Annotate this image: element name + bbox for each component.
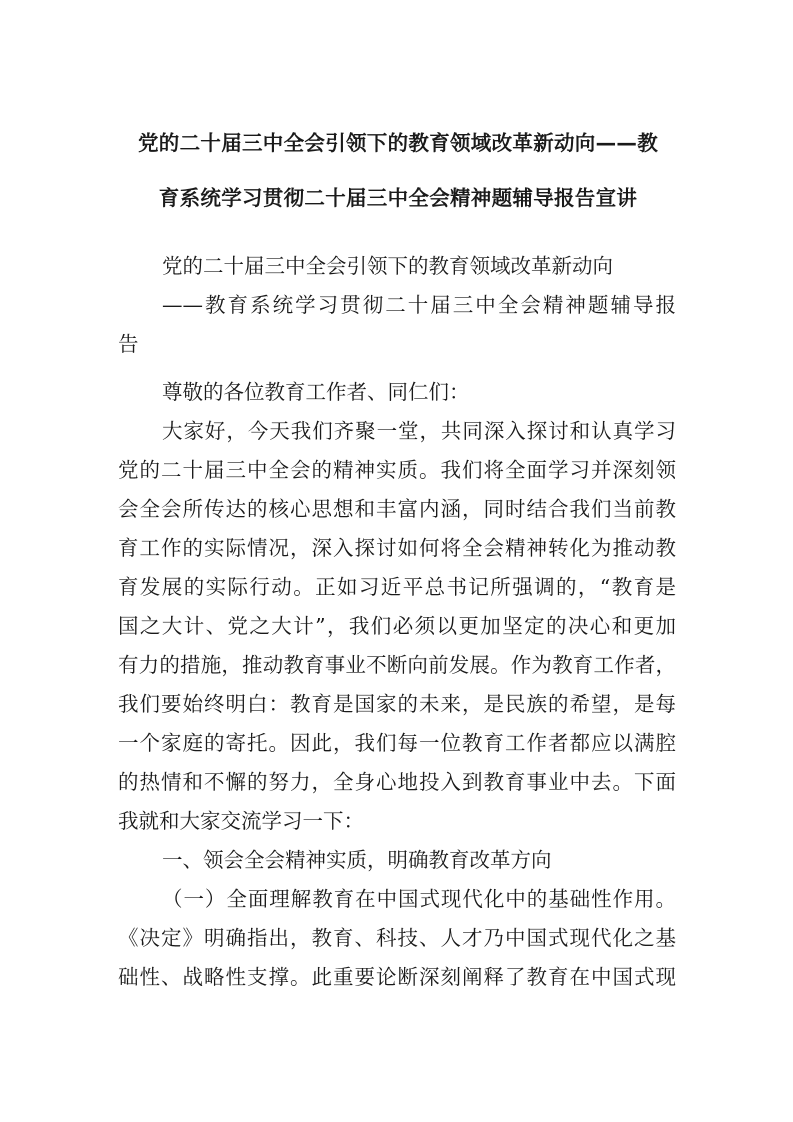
salutation: 尊敬的各位教育工作者、同仁们： [162, 380, 470, 404]
subtitle-line-1: 党的二十届三中全会引领下的教育领域改革新动向 [162, 254, 613, 278]
document-title-line-1: 党的二十届三中全会引领下的教育领域改革新动向——教 [138, 131, 658, 155]
document-body [118, 247, 676, 997]
subtitle-line-3: 告 [118, 332, 139, 356]
section-heading: 一、领会全会精神实质，明确教育改革方向 [162, 848, 552, 872]
paragraph-line: 一个家庭的寄托。因此，我们每一位教育工作者都应以满腔 [118, 731, 676, 755]
paragraph-line: 党的二十届三中全会的精神实质。我们将全面学习并深刻领 [118, 458, 676, 482]
subsection-heading: （一）全面理解教育在中国式现代化中的基础性作用。 [162, 887, 676, 911]
subtitle-line-2: ——教育系统学习贯彻二十届三中全会精神题辅导报 [162, 293, 676, 317]
paragraph-line: 我们要始终明白：教育是国家的未来，是民族的希望，是每 [118, 692, 676, 716]
paragraph-line: 有力的措施，推动教育事业不断向前发展。作为教育工作者， [118, 653, 676, 677]
paragraph-line: 会全会所传达的核心思想和丰富内涵，同时结合我们当前教 [118, 497, 676, 521]
paragraph-line: 国之大计、党之大计”，我们必须以更加坚定的决心和更加 [118, 614, 676, 638]
paragraph-line: 大家好，今天我们齐聚一堂，共同深入探讨和认真学习 [162, 419, 676, 443]
paragraph-line: 的热情和不懈的努力，全身心地投入到教育事业中去。下面 [118, 770, 676, 794]
paragraph-line: 育工作的实际情况，深入探讨如何将全会精神转化为推动教 [118, 536, 676, 560]
paragraph-line: 《决定》明确指出，教育、科技、人才乃中国式现代化之基 [118, 926, 676, 950]
document-title-line-2: 育系统学习贯彻二十届三中全会精神题辅导报告宣讲 [158, 186, 638, 210]
paragraph-line: 育发展的实际行动。正如习近平总书记所强调的，“教育是 [118, 575, 676, 599]
paragraph-line: 础性、战略性支撑。此重要论断深刻阐释了教育在中国式现 [118, 965, 676, 989]
paragraph-line: 我就和大家交流学习一下： [118, 809, 364, 833]
